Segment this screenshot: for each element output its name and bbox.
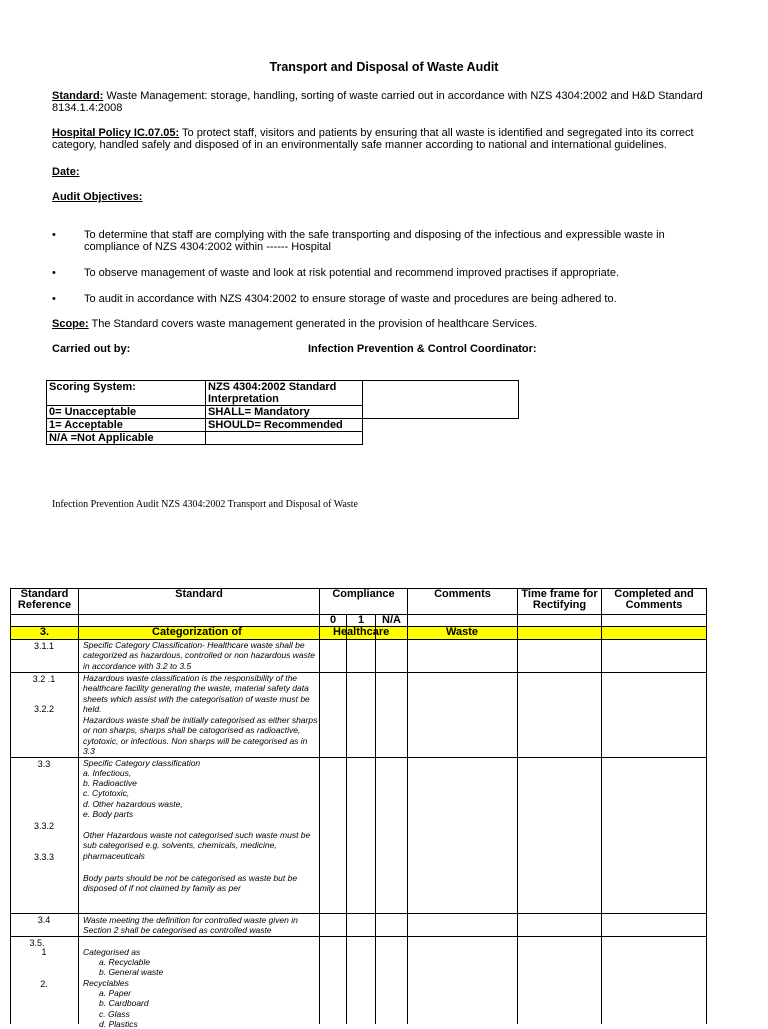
standard-ref: 3.2 .1: [32, 674, 56, 684]
standard-text: Body parts should be not be categorised as waste but be disposed of if not claimed by family as per: [83, 873, 298, 894]
standard-ref: 3.3: [37, 759, 51, 769]
standard-ref: 3.2.2: [33, 704, 55, 714]
table-rule: [601, 588, 602, 1024]
scope-label: Scope:: [52, 318, 89, 330]
list-item: e. Body parts: [83, 809, 134, 819]
standard-statement: [52, 90, 717, 114]
list-item: d. Other hazardous waste,: [83, 799, 183, 809]
header-standard: Standard: [175, 588, 223, 600]
audit-table: [10, 588, 707, 1029]
objective-item: To determine that staff are complying with the safe transporting and disposing of the infectious and expressible waste in compliance of NZS 4304:2002 within ------ Hospital: [84, 229, 665, 253]
table-rule: [517, 588, 518, 1024]
should-cell: SHOULD= Recommended: [206, 419, 363, 432]
bullet-icon: •: [52, 293, 56, 305]
standard-text: Specific Category Classification- Healthcare waste shall be categorized as hazardous, controlled or non hazardous waste in accordance with 3.2 to 3.5: [83, 640, 316, 671]
scoring-system-cell: Scoring System:: [47, 381, 206, 406]
standard-text: Hazardous waste shall be initially categorised as either sharps or non sharps, sharps shall be catogorised as radioactive, cytotoxic, or infectious. Non sharps will be categorised as in 3.3: [83, 715, 318, 756]
date-label: Date:: [52, 166, 80, 178]
header-compliance: Compliance: [332, 588, 395, 600]
shall-cell: SHALL= Mandatory: [206, 406, 363, 419]
section-number: 3.: [39, 626, 50, 638]
standard-text: Waste Management: storage, handling, sorting of waste carried out in accordance with NZS 4304:2002 and H&D Standard 8134.1.4:2008: [52, 90, 703, 114]
standard-text: Specific Category classification: [83, 758, 201, 768]
list-item: a. Infectious,: [83, 768, 132, 778]
standard-ref: 3.3.2: [33, 821, 55, 831]
header-score-0: 0: [329, 614, 337, 626]
standard-text: Waste meeting the definition for controlled waste given in Section 2 shall be categorised as controlled waste: [83, 915, 298, 936]
table-rule: [10, 913, 707, 914]
standard-text: Hazardous waste classification is the responsibility of the healthcare facility generating the waste, material safety data sheets which assist with the categorisation of waste must be held.: [83, 673, 310, 714]
header-comments: Comments: [434, 588, 491, 600]
date-field: [52, 166, 717, 178]
header-completed: Completed and Comments: [614, 588, 694, 611]
header-timeframe: Time frame for Rectifying: [521, 588, 598, 611]
policy-text: To protect staff, visitors and patients by ensuring that all waste is identified and segregated into its correct category, handled safely and disposed of in an environmentally safe manner according to national and international guidelines.: [52, 127, 694, 151]
header-reference: Standard Reference: [17, 588, 72, 611]
standard-ref: 3.1.1: [33, 641, 55, 651]
policy-statement: [52, 127, 717, 151]
standard-text: Recyclables: [83, 978, 129, 988]
list-item: b. Cardboard: [99, 998, 149, 1008]
bullet-icon: •: [52, 229, 56, 241]
standard-label: Standard:: [52, 90, 104, 102]
list-item: a. Paper: [99, 988, 132, 998]
table-rule: [10, 936, 707, 937]
scoring-table: [46, 380, 519, 445]
page-title: Transport and Disposal of Waste Audit: [269, 60, 499, 74]
standard-ref: 1: [41, 947, 47, 957]
list-item: a. Recyclable: [99, 957, 151, 967]
objective-item: To audit in accordance with NZS 4304:2002 to ensure storage of waste and procedures are being adhered to.: [84, 293, 617, 305]
list-item: c. Glass: [99, 1009, 130, 1019]
scope-statement: [52, 318, 717, 330]
score-na-cell: N/A =Not Applicable: [47, 432, 206, 445]
list-item: c. Cytotoxic,: [83, 788, 130, 798]
table-rule: [10, 588, 11, 1024]
standard-text: Other Hazardous waste not categorised such waste must be sub categorised e.g. solvents, chemicals, medicine, pharmaceuticals: [83, 830, 311, 861]
blank-cell: [206, 432, 363, 445]
standard-ref: 2.: [40, 979, 48, 989]
list-item: b. General waste: [99, 967, 164, 977]
table-rule: [407, 588, 408, 1024]
score-1-cell: 1= Acceptable: [47, 419, 206, 432]
section-title: Healthcare: [333, 626, 390, 638]
bullet-icon: •: [52, 267, 56, 279]
header-score-1: 1: [357, 614, 365, 626]
list-item: b. Radioactive: [83, 778, 137, 788]
interpretation-cell: NZS 4304:2002 Standard Interpretation: [206, 381, 363, 406]
standard-ref: 3.3.3: [33, 852, 55, 862]
table-rule: [78, 588, 79, 1024]
list-item: d. Plastics: [99, 1019, 138, 1029]
standard-ref: 3.4: [37, 915, 51, 925]
section-title: Waste: [446, 626, 478, 638]
footer-text: Infection Prevention Audit NZS 4304:2002 Transport and Disposal of Waste: [52, 499, 358, 510]
score-0-cell: 0= Unacceptable: [47, 406, 206, 419]
scope-text: The Standard covers waste management generated in the provision of healthcare Services.: [88, 318, 538, 330]
table-rule: [375, 614, 376, 1024]
standard-ref: 3.5.: [29, 938, 45, 948]
table-rule: [346, 614, 347, 1024]
coordinator-label: Infection Prevention & Control Coordinator:: [308, 343, 537, 355]
section-title: Categorization of: [152, 626, 242, 638]
table-rule: [706, 588, 707, 1024]
objectives-label: Audit Objectives:: [52, 191, 143, 203]
policy-label: Hospital Policy IC.07.05:: [52, 127, 180, 139]
standard-text: Categorised as: [83, 947, 141, 957]
header-score-na: N/A: [382, 614, 401, 626]
carried-out-by-label: Carried out by:: [52, 343, 131, 355]
blank-cell: [363, 381, 519, 419]
objective-item: To observe management of waste and look at risk potential and recommend improved practises if appropriate.: [84, 267, 620, 279]
objectives-heading: [52, 191, 717, 203]
